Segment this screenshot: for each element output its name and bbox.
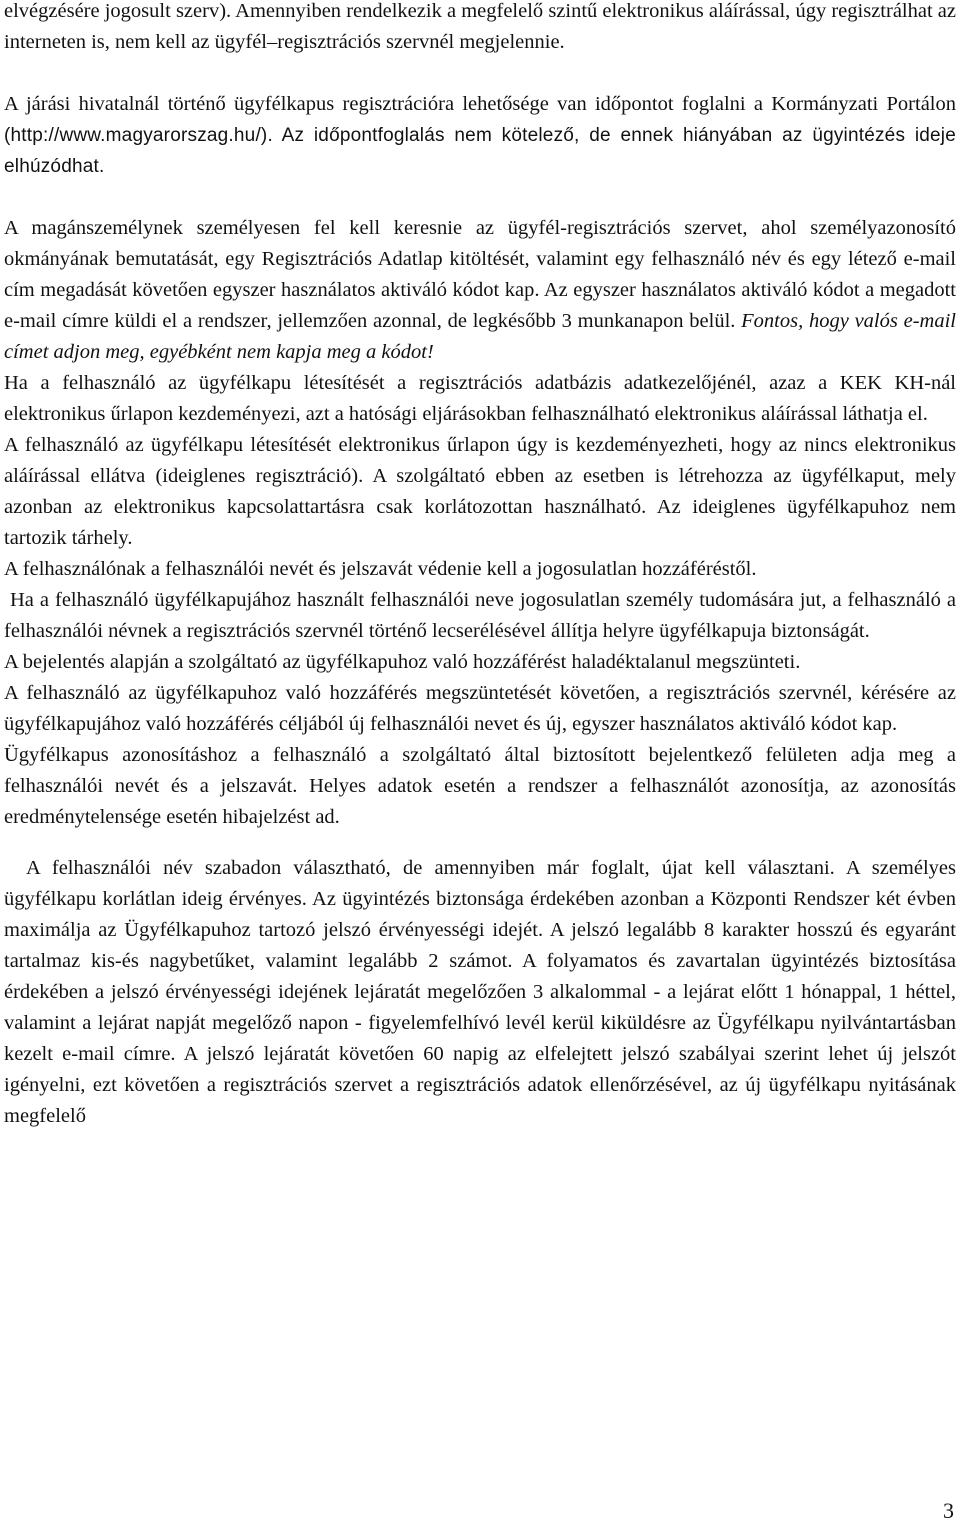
paragraph-online-registration: elvégzésére jogosult szerv). Amennyiben rendelkezik a megfelelő szintű elektronikus aláírással, úgy regisztrálhat az interneten is, nem kell az ügyfél–regisztrációs szervnél megjelennie.: [4, 0, 956, 53]
registration-steps-text: A magánszemélynek személyesen fel kell keresnie az ügyfél-regisztrációs szervet, ahol személyazonosító okmányának bemutatását, egy Regisztrációs Adatlap kitöltését, valamint egy felhasználó név és egy létező e-mail cím megadását követően egyszer használatos aktiváló kódot kap. Az egyszer használatos aktiváló kódot a megadott e-mail címre küldi el a rendszer, jellemzően azonnal, de legkésőbb 3 munkanapon belül.: [4, 217, 956, 332]
email-warning: Fontos, hogy valós e-mail címet adjon meg, egyébként nem kapja meg a kódot!: [4, 310, 956, 363]
portal-link[interactable]: (http://www.magyarorszag.hu/).: [4, 125, 273, 146]
paragraph-password-rules: A felhasználói név szabadon választható, de amennyiben már foglalt, újat kell választani. A személyes ügyfélkapu korlátlan ideig érvényes. Az ügyintézés biztonsága érdekében azonban a Központi Rendszer két évben maximálja az Ügyfélkapuhoz tartozó jelszó érvényességi idejét. A jelszó legalább 8 karakter hosszú és egyaránt tartalmaz kis-és nagybetűket, valamint legalább 2 számot. A folyamatos és zavartalan ügyintézés biztosítása érdekében a jelszó érvényességi idejének lejáratát megelőzően 3 alkalommal - a lejárat előtt 1 hónappal, 1 héttel, valamint a lejárat napját megelőző napon - figyelemfelhívó levél kerül kiküldésre az Ügyfélkapu nyilvántartásban kezelt e-mail címre. A jelszó lejáratát követően 60 napig az elfelejtett jelszó szabályai szerint lehet új jelszót igényelni, ezt követően a regisztrációs szervet a regisztrációs adatok ellenőrzésével, az új ügyfélkapu nyitásának megfelelő: [4, 857, 956, 1127]
paragraph-kek-kh-signature: Ha a felhasználó az ügyfélkapu létesítését a regisztrációs adatbázis adatkezelőjénél, azaz a KEK KH-nál elektronikus űrlapon kezdeményezi, azt a hatósági eljárásokban felhasználható elektronikus aláírással láthatja el.: [4, 372, 956, 425]
paragraph-access-termination: A bejelentés alapján a szolgáltató az ügyfélkapuhoz való hozzáférést haladéktalanul megszünteti.: [4, 651, 801, 673]
paragraph-username-compromise: Ha a felhasználó ügyfélkapujához használt felhasználói neve jogosulatlan személy tudomására jut, a felhasználó a felhasználói névnek a regisztrációs szervnél történő lecserélésével állítja helyre ügyfélkapuja biztonságát.: [4, 589, 956, 642]
paragraph-temporary-registration: A felhasználó az ügyfélkapu létesítését elektronikus űrlapon úgy is kezdeményezheti, hogy az nincs elektronikus aláírással ellátva (ideiglenes regisztráció). A szolgáltató ebben az esetben is létrehozza az ügyfélkaput, mely azonban az elektronikus kapcsolattartásra csak korlátozottan használható. Az ideiglenes ügyfélkapuhoz nem tartozik tárhely.: [4, 434, 956, 549]
appointment-note: Az időpontfoglalás nem kötelező, de ennek hiányában az ügyintézés ideje elhúzódhat.: [4, 125, 956, 177]
paragraph-new-credentials: A felhasználó az ügyfélkapuhoz való hozzáférés megszüntetését követően, a regisztrációs szervnél, kérésére az ügyfélkapujához való hozzáférés céljából új felhasználói nevet és új, egyszer használatos aktiváló kódot kap.: [4, 682, 956, 735]
page-number: 3: [943, 1498, 954, 1523]
paragraph-appointment-booking: [4, 89, 956, 182]
paragraph-personal-registration: [4, 213, 956, 368]
document-page: [4, 0, 956, 1132]
appointment-text: A járási hivatalnál történő ügyfélkapus regisztrációra lehetősége van időpontot foglalni a Kormányzati Portálon: [4, 93, 956, 115]
paragraph-login-authentication: Ügyfélkapus azonosításhoz a felhasználó a szolgáltató által biztosított bejelentkező felületen adja meg a felhasználói nevét és a jelszavát. Helyes adatok esetén a rendszer a felhasználót azonosítja, az azonosítás eredménytelensége esetén hibajelzést ad.: [4, 744, 956, 828]
paragraph-credential-protection: A felhasználónak a felhasználói nevét és jelszavát védenie kell a jogosulatlan hozzáféréstől.: [4, 558, 757, 580]
